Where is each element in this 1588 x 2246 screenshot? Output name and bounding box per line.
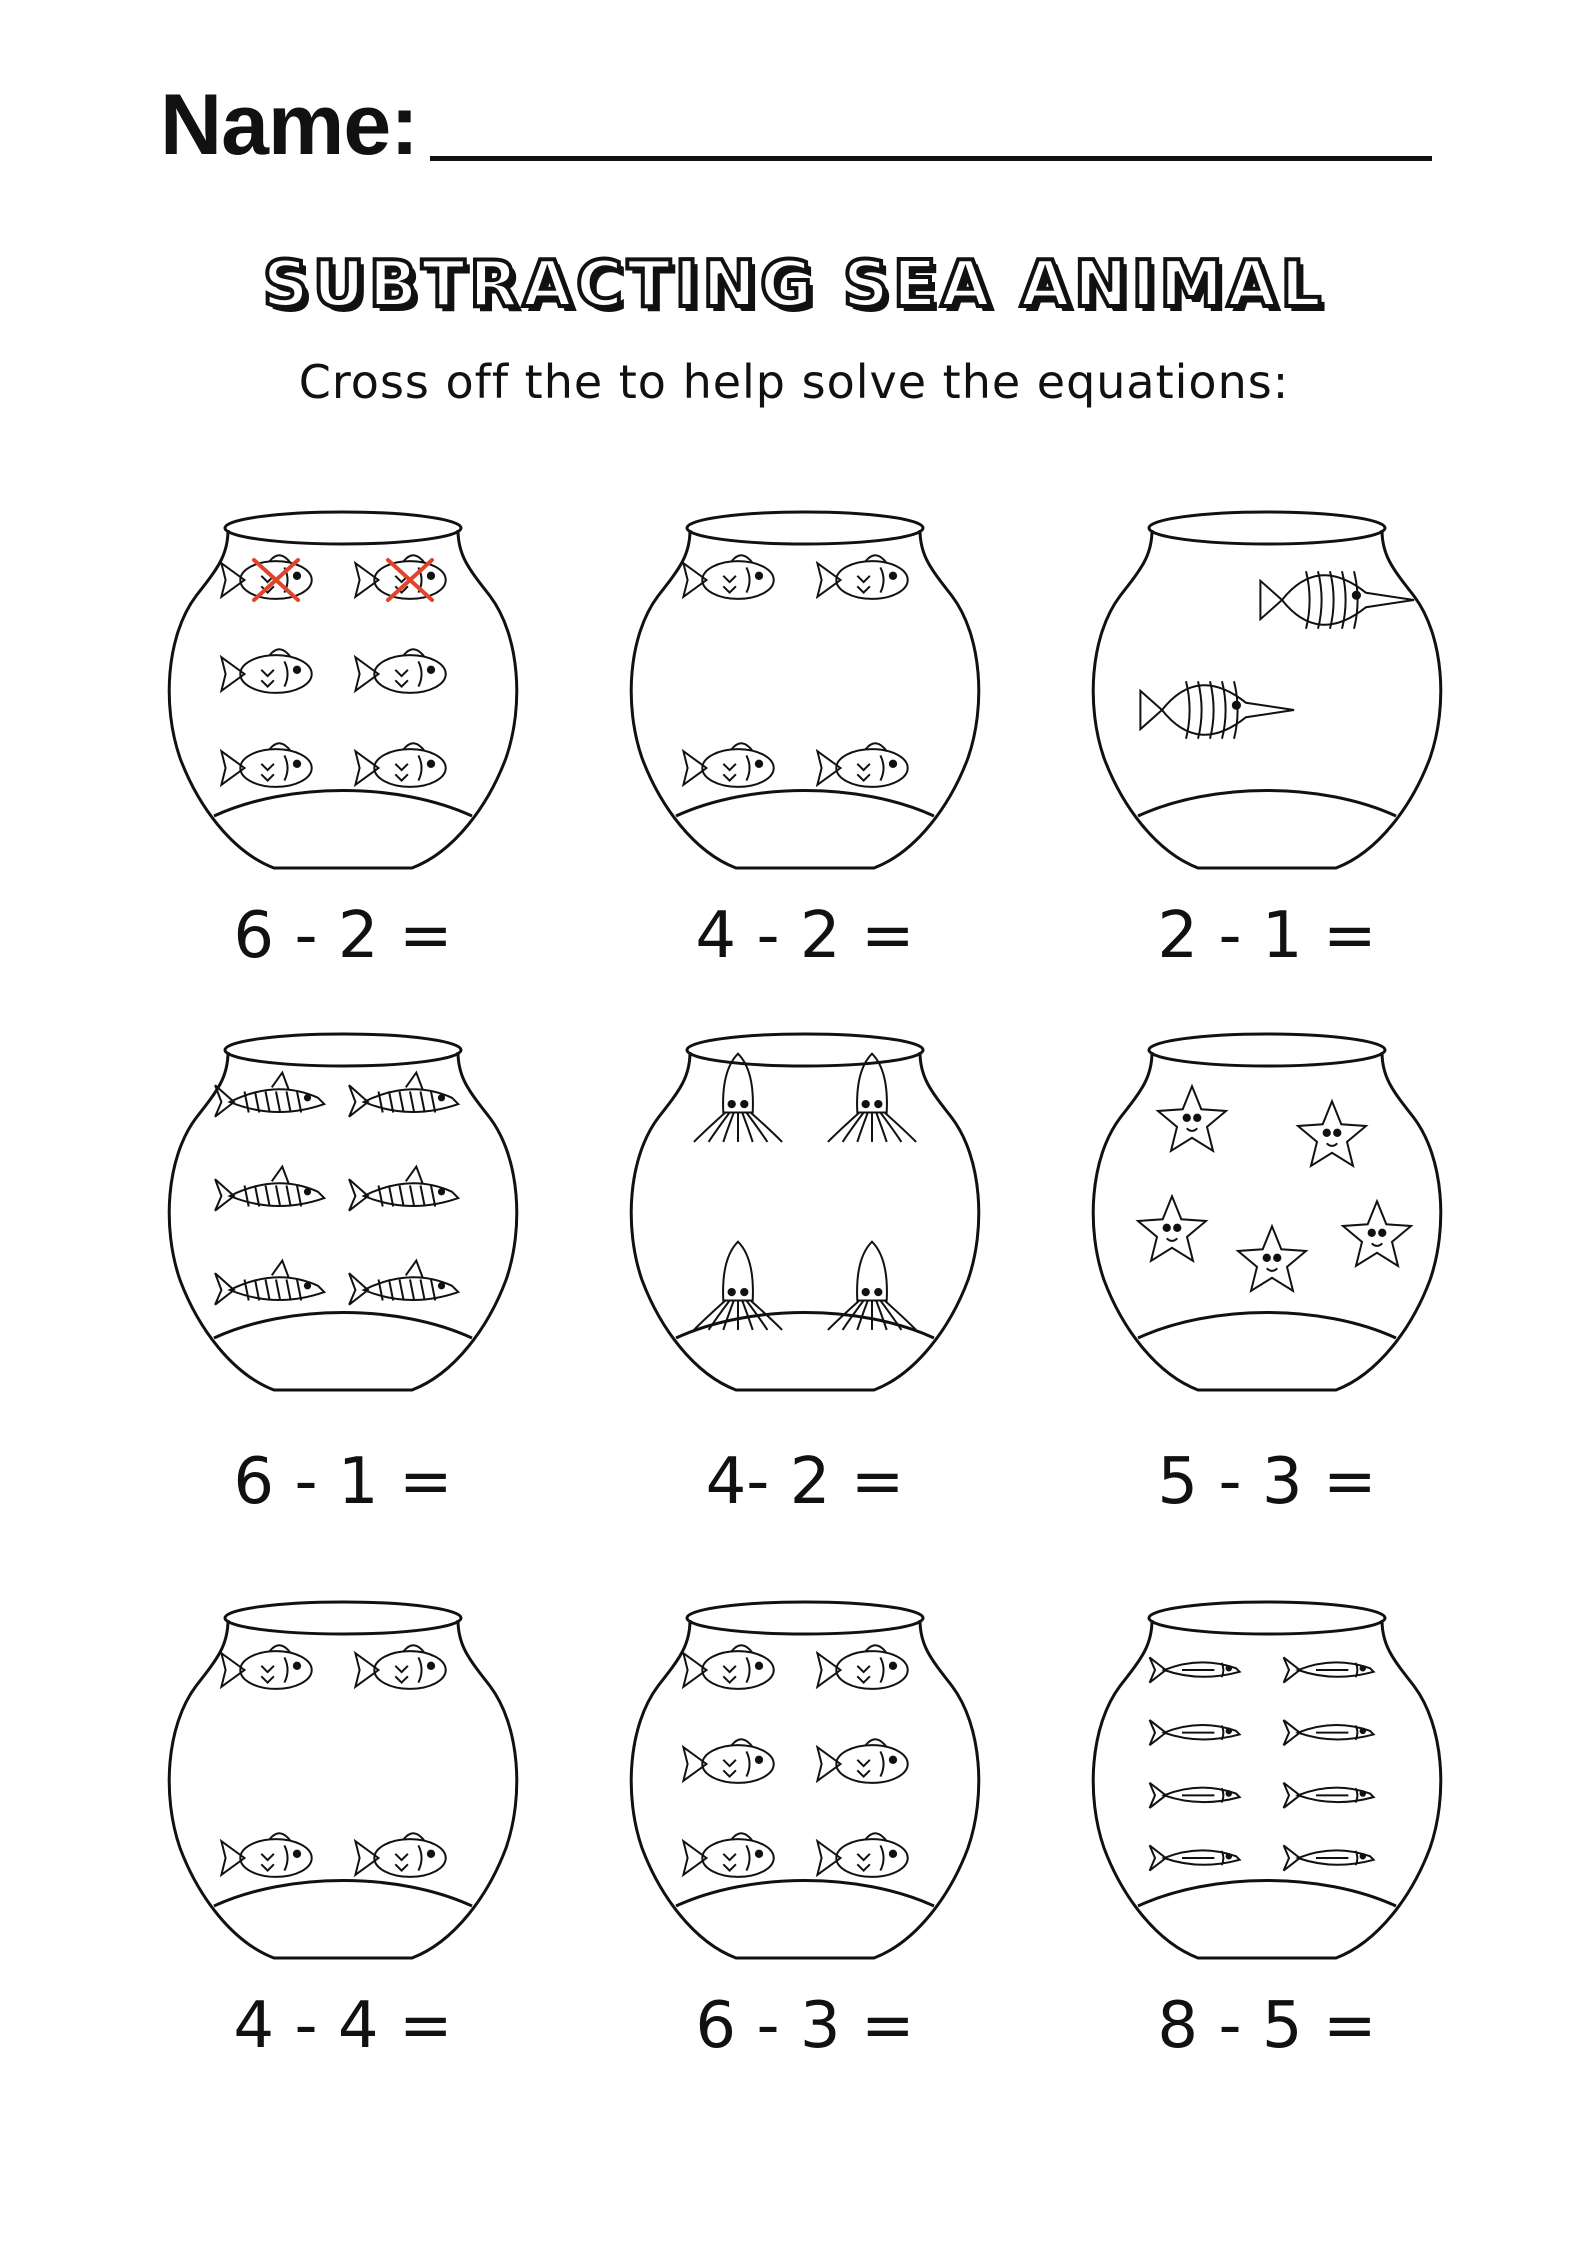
equation-7: 4 - 4 =	[233, 1989, 453, 2063]
equation-5: 4- 2 =	[705, 1445, 905, 1519]
fish-icon[interactable]	[355, 555, 445, 600]
fish-icon[interactable]	[355, 649, 445, 693]
worksheet-title: SUBTRACTING SEA ANIMAL	[262, 248, 1326, 322]
bowl-outline	[1093, 1034, 1441, 1390]
angelfish-icon[interactable]	[1260, 571, 1414, 629]
fish-icon[interactable]	[221, 649, 311, 693]
name-header	[160, 70, 1450, 180]
angelfish-icon[interactable]	[1140, 681, 1294, 739]
tuna-icon[interactable]	[1284, 1783, 1374, 1808]
shark-icon[interactable]	[215, 1261, 324, 1305]
fish-icon[interactable]	[221, 1833, 311, 1877]
fish-icon[interactable]	[355, 1645, 445, 1689]
fish-bowl-5	[620, 1022, 990, 1402]
squid-icon[interactable]	[694, 1242, 782, 1330]
equation-6: 5 - 3 =	[1157, 1445, 1377, 1519]
fish-icon[interactable]	[817, 743, 907, 787]
bowl-outline	[1093, 512, 1441, 868]
bowl-outline	[1093, 1602, 1441, 1958]
shark-icon[interactable]	[215, 1167, 324, 1211]
fish-bowl-drawing	[1082, 1022, 1452, 1402]
fish-bowl-drawing	[158, 1590, 528, 1970]
cross-mark	[388, 560, 432, 600]
fish-icon[interactable]	[817, 1833, 907, 1877]
starfish-icon[interactable]	[1138, 1196, 1206, 1261]
starfish-icon[interactable]	[1298, 1101, 1366, 1166]
fish-bowl-drawing	[1082, 1590, 1452, 1970]
fish-bowl-2	[620, 500, 990, 880]
instruction-text: Cross off the to help solve the equations:	[298, 355, 1290, 409]
bowl-outline	[631, 1034, 979, 1390]
tuna-icon[interactable]	[1284, 1720, 1374, 1745]
fish-icon[interactable]	[683, 743, 773, 787]
equation-1: 6 - 2 =	[233, 899, 453, 973]
fish-bowl-8	[620, 1590, 990, 1970]
squid-icon[interactable]	[694, 1054, 782, 1142]
equation-9: 8 - 5 =	[1157, 1989, 1377, 2063]
fish-icon[interactable]	[221, 1645, 311, 1689]
tuna-icon[interactable]	[1150, 1845, 1240, 1870]
name-write-line[interactable]	[430, 156, 1432, 161]
fish-icon[interactable]	[683, 555, 773, 599]
fish-bowl-drawing	[620, 500, 990, 880]
fish-icon[interactable]	[221, 743, 311, 787]
tuna-icon[interactable]	[1150, 1783, 1240, 1808]
cross-mark	[254, 560, 298, 600]
squid-icon[interactable]	[828, 1054, 916, 1142]
fish-bowl-7	[158, 1590, 528, 1970]
tuna-icon[interactable]	[1150, 1657, 1240, 1682]
shark-icon[interactable]	[215, 1073, 324, 1117]
tuna-icon[interactable]	[1150, 1720, 1240, 1745]
fish-bowl-4	[158, 1022, 528, 1402]
fish-icon[interactable]	[221, 555, 311, 600]
fish-bowl-drawing	[1082, 500, 1452, 880]
fish-bowl-9	[1082, 1590, 1452, 1970]
fish-bowl-drawing	[620, 1590, 990, 1970]
fish-icon[interactable]	[683, 1833, 773, 1877]
fish-icon[interactable]	[355, 1833, 445, 1877]
tuna-icon[interactable]	[1284, 1845, 1374, 1870]
tuna-icon[interactable]	[1284, 1657, 1374, 1682]
fish-icon[interactable]	[817, 1739, 907, 1783]
equation-3: 2 - 1 =	[1157, 899, 1377, 973]
starfish-icon[interactable]	[1158, 1086, 1226, 1151]
squid-icon[interactable]	[828, 1242, 916, 1330]
fish-bowl-1	[158, 500, 528, 880]
fish-bowl-3	[1082, 500, 1452, 880]
fish-bowl-drawing	[158, 1022, 528, 1402]
fish-icon[interactable]	[355, 743, 445, 787]
bowl-outline	[169, 1034, 517, 1390]
starfish-icon[interactable]	[1238, 1226, 1306, 1291]
shark-icon[interactable]	[349, 1073, 458, 1117]
equation-8: 6 - 3 =	[695, 1989, 915, 2063]
fish-icon[interactable]	[683, 1645, 773, 1689]
name-label: Name:	[160, 77, 418, 173]
shark-icon[interactable]	[349, 1167, 458, 1211]
fish-icon[interactable]	[817, 1645, 907, 1689]
equation-4: 6 - 1 =	[233, 1445, 453, 1519]
fish-bowl-drawing	[158, 500, 528, 880]
equation-2: 4 - 2 =	[695, 899, 915, 973]
fish-bowl-drawing	[620, 1022, 990, 1402]
starfish-icon[interactable]	[1343, 1201, 1411, 1266]
fish-bowl-6	[1082, 1022, 1452, 1402]
shark-icon[interactable]	[349, 1261, 458, 1305]
fish-icon[interactable]	[817, 555, 907, 599]
fish-icon[interactable]	[683, 1739, 773, 1783]
